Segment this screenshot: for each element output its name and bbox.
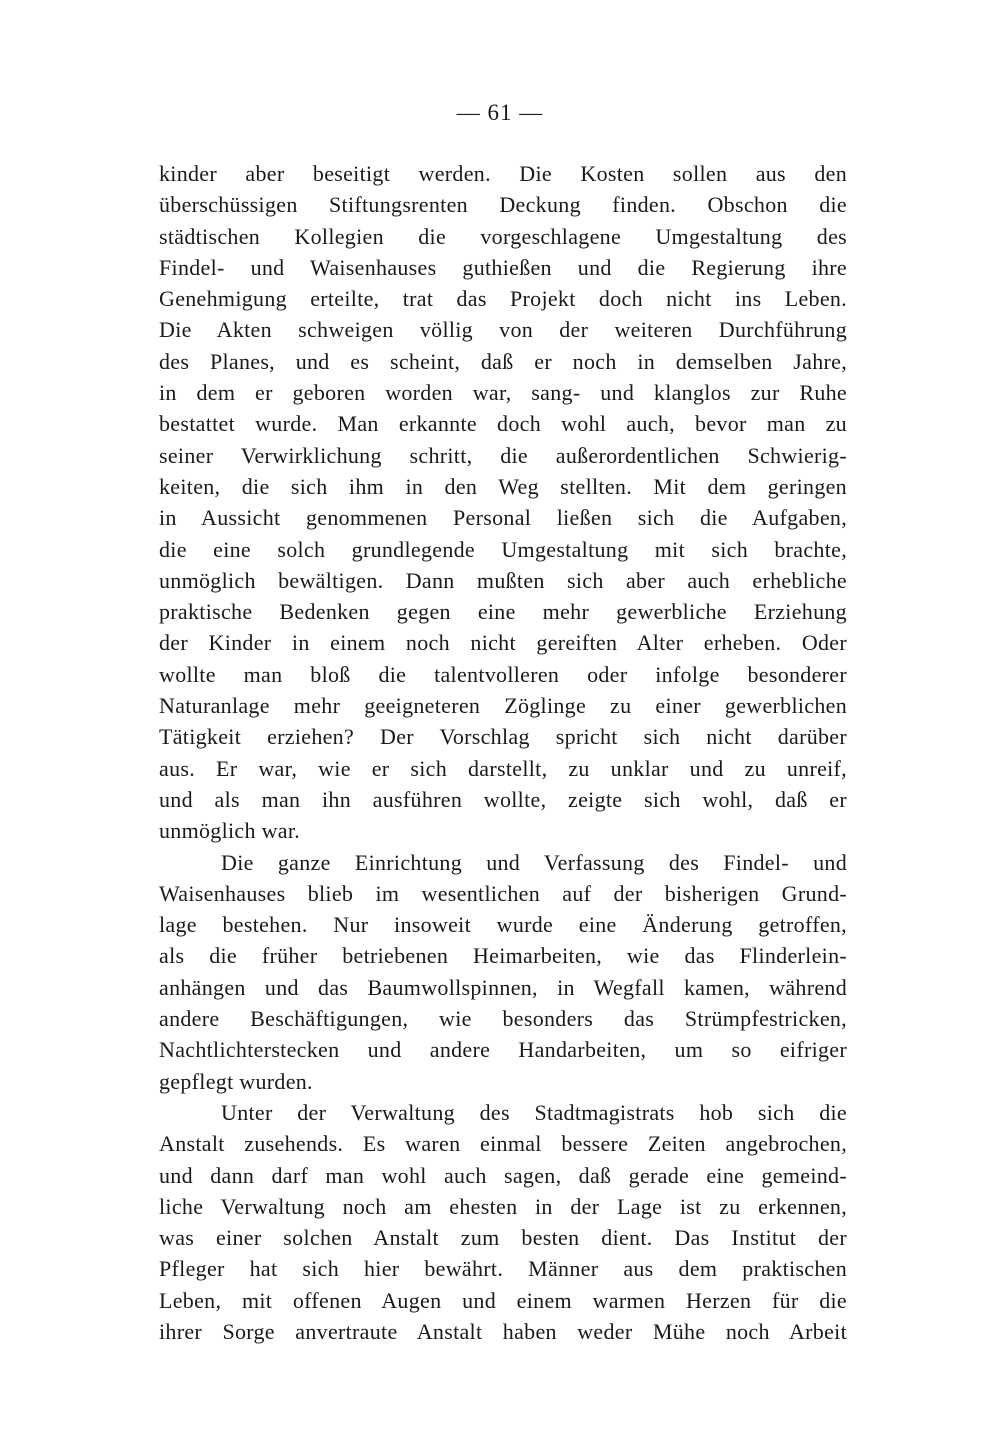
body-text (159, 158, 847, 1347)
text-line: lage bestehen. Nur insoweit wurde eine Änderung getroffen, (159, 912, 847, 938)
text-line: Pfleger hat sich hier bewährt. Männer aus dem praktischen (159, 1256, 847, 1282)
text-line: Anstalt zusehends. Es waren einmal bessere Zeiten angebrochen, (159, 1131, 847, 1157)
text-line: Tätigkeit erziehen? Der Vorschlag spricht sich nicht darüber (159, 724, 847, 750)
text-line: Unter der Verwaltung des Stadtmagistrats hob sich die (221, 1099, 847, 1125)
text-line: in dem er geboren worden war, sang- und klanglos zur Ruhe (159, 380, 847, 406)
text-line: anhängen und das Baumwollspinnen, in Wegfall kamen, während (159, 974, 847, 1000)
text-line: städtischen Kollegien die vorgeschlagene Umgestaltung des (159, 223, 847, 249)
text-line: keiten, die sich ihm in den Weg stellten. Mit dem geringen (159, 473, 847, 499)
text-line: als die früher betriebenen Heimarbeiten, wie das Flinderlein- (159, 943, 847, 969)
text-line: in Aussicht genommenen Personal ließen sich die Aufgaben, (159, 505, 847, 531)
text-line: des Planes, und es scheint, daß er noch in demselben Jahre, (159, 348, 847, 374)
text-line: der Kinder in einem noch nicht gereiften Alter erheben. Oder (159, 630, 847, 656)
text-line: aus. Er war, wie er sich darstellt, zu unklar und zu unreif, (159, 755, 847, 781)
text-line: unmöglich bewältigen. Dann mußten sich aber auch erhebliche (159, 567, 847, 593)
text-line: praktische Bedenken gegen eine mehr gewerbliche Erziehung (159, 599, 847, 625)
text-line: Die Akten schweigen völlig von der weiteren Durchführung (159, 317, 847, 343)
text-line: Findel- und Waisenhauses guthießen und die Regierung ihre (159, 254, 847, 280)
text-line: bestattet wurde. Man erkannte doch wohl auch, bevor man zu (159, 411, 847, 437)
text-line: was einer solchen Anstalt zum besten dient. Das Institut der (159, 1225, 847, 1251)
text-line: kinder aber beseitigt werden. Die Kosten sollen aus den (159, 161, 847, 186)
text-line: Naturanlage mehr geeigneteren Zöglinge zu einer gewerblichen (159, 693, 847, 719)
page-number: — 61 — (456, 100, 544, 125)
text-line: ihrer Sorge anvertraute Anstalt haben weder Mühe noch Arbeit (159, 1318, 847, 1344)
text-line: Waisenhauses blieb im wesentlichen auf der bisherigen Grund- (159, 880, 847, 906)
text-line: Die ganze Einrichtung und Verfassung des Findel- und (221, 849, 847, 875)
text-line: liche Verwaltung noch am ehesten in der Lage ist zu erkennen, (159, 1193, 847, 1219)
text-line: und dann darf man wohl auch sagen, daß gerade eine gemeind- (159, 1162, 847, 1188)
text-line: gepflegt wurden. (159, 1068, 313, 1094)
text-line: und als man ihn ausführen wollte, zeigte sich wohl, daß er (159, 786, 847, 812)
text-line: seiner Verwirklichung schritt, die außerordentlichen Schwierig- (159, 442, 847, 468)
text-line: Leben, mit offenen Augen und einem warmen Herzen für die (159, 1287, 847, 1313)
text-line: unmöglich war. (159, 818, 301, 844)
text-line: die eine solch grundlegende Umgestaltung mit sich brachte, (159, 536, 847, 562)
text-line: andere Beschäftigungen, wie besonders das Strümpfestricken, (159, 1006, 847, 1032)
text-line: überschüssigen Stiftungsrenten Deckung finden. Obschon die (159, 192, 847, 218)
text-line: Genehmigung erteilte, trat das Projekt doch nicht ins Leben. (159, 286, 847, 312)
text-line: Nachtlichterstecken und andere Handarbeiten, um so eifriger (159, 1037, 847, 1063)
text-line: wollte man bloß die talentvolleren oder infolge besonderer (159, 661, 847, 687)
